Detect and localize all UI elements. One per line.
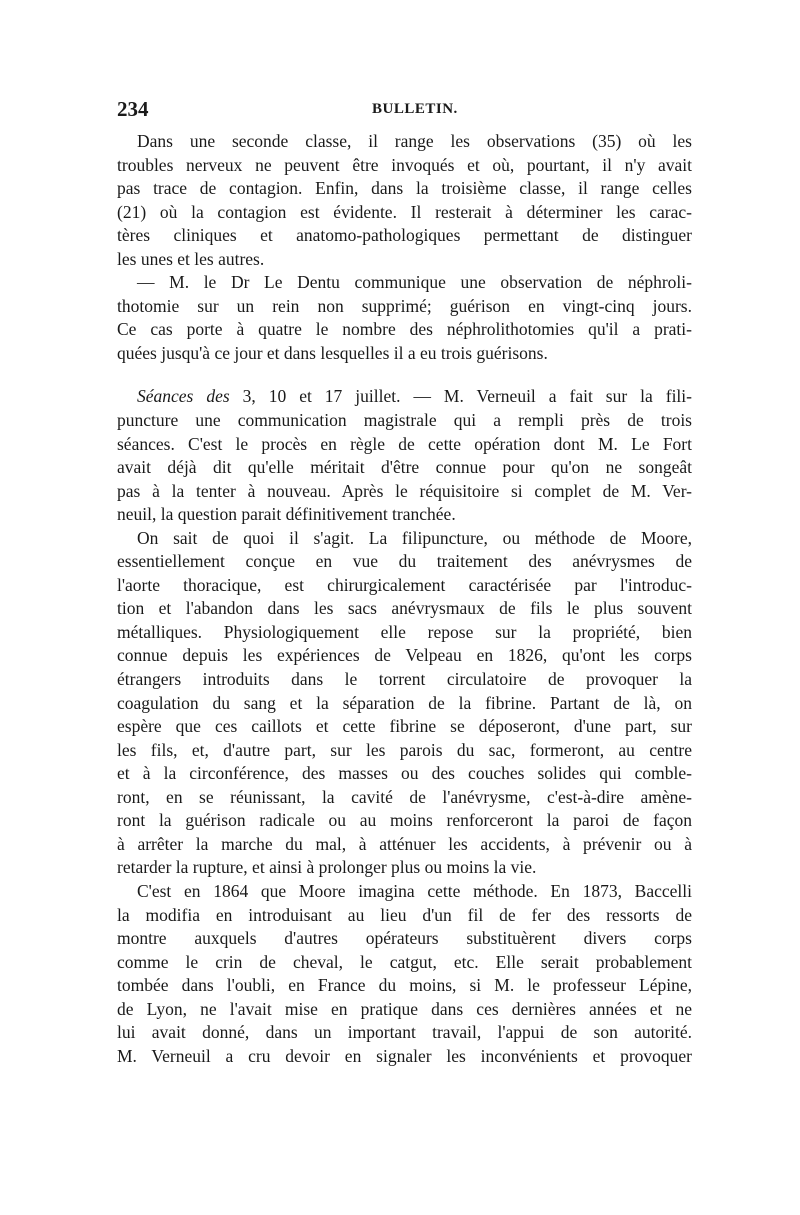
text-line: neuil, la question parait définitivement tranchée. — [117, 504, 456, 525]
text-line: de Lyon, ne l'avait mise en pratique dans ces dernières années et ne — [117, 998, 692, 1019]
text-line: lui avait donné, dans un important travail, l'appui de son autorité. — [117, 1022, 692, 1043]
text-line: ront la guérison radicale ou au moins renforceront la paroi de façon — [117, 810, 692, 831]
text-line: ront, en se réunissant, la cavité de l'anévrysme, c'est-à-dire amène- — [117, 786, 692, 807]
running-title: BULLETIN. — [372, 101, 458, 117]
text-line: à arrêter la marche du mal, à atténuer les accidents, à prévenir ou à — [117, 833, 692, 854]
section-lead: Séances des — [137, 386, 230, 407]
text-line: espère que ces caillots et cette fibrine se déposeront, d'une part, sur — [117, 716, 692, 737]
text-line: les unes et les autres. — [117, 248, 265, 269]
text-line: — M. le Dr Le Dentu communique une observation de néphroli- — [137, 272, 692, 293]
text-line: tombée dans l'oubli, en France du moins, si M. le professeur Lépine, — [117, 975, 692, 996]
text-line: montre auxquels d'autres opérateurs substituèrent divers corps — [117, 928, 692, 949]
text-line: Ce cas porte à quatre le nombre des néphrolithotomies qu'il a prati- — [117, 319, 692, 340]
paragraph — [117, 527, 692, 880]
text-line: troubles nerveux ne peuvent être invoqués et où, pourtant, il n'y avait — [117, 154, 692, 175]
text-line: puncture une communication magistrale qui a rempli près de trois — [117, 410, 692, 431]
paragraph — [117, 385, 692, 526]
text-line: séances. C'est le procès en règle de cette opération dont M. Le Fort — [117, 433, 692, 454]
text-line: C'est en 1864 que Moore imagina cette méthode. En 1873, Baccelli — [137, 880, 692, 901]
text-line: pas trace de contagion. Enfin, dans la troisième classe, il range celles — [117, 178, 692, 199]
text-line-rest: 3, 10 et 17 juillet. — M. Verneuil a fait sur la fili- — [229, 386, 692, 407]
text-line: tion et l'abandon dans les sacs anévrysmaux de fils le plus souvent — [117, 598, 692, 619]
text-line: quées jusqu'à ce jour et dans lesquelles il a eu trois guérisons. — [117, 342, 548, 363]
text-line: tères cliniques et anatomo-pathologiques permettant de distinguer — [117, 225, 692, 246]
text-line: connue depuis les expériences de Velpeau en 1826, qu'ont les corps — [117, 645, 692, 666]
page-number: 234 — [117, 97, 149, 121]
paragraph — [117, 880, 692, 1068]
text-line: thotomie sur un rein non supprimé; guérison en vingt-cinq jours. — [117, 295, 692, 316]
text-line: l'aorte thoracique, est chirurgicalement caractérisée par l'introduc- — [117, 574, 692, 595]
text-line: les fils, et, d'autre part, sur les parois du sac, formeront, au centre — [117, 739, 692, 760]
text-line: (21) où la contagion est évidente. Il resterait à déterminer les carac- — [117, 201, 692, 222]
page-body — [117, 130, 692, 1068]
text-line: et à la circonférence, des masses ou des couches solides qui comble- — [117, 763, 692, 784]
text-line: essentiellement conçue en vue du traitement des anévrysmes de — [117, 551, 692, 572]
text-line: comme le crin de cheval, le catgut, etc. Elle serait probablement — [117, 951, 692, 972]
page-header — [117, 97, 692, 125]
text-line — [117, 385, 692, 409]
text-line: On sait de quoi il s'agit. La filipuncture, ou méthode de Moore, — [137, 527, 692, 548]
text-line: coagulation du sang et la séparation de la fibrine. Partant de là, on — [117, 692, 692, 713]
text-line: avait déjà dit qu'elle méritait d'être connue pour qu'on ne songeât — [117, 457, 692, 478]
text-line: pas à la tenter à nouveau. Après le réquisitoire si complet de M. Ver- — [117, 480, 692, 501]
text-line: la modifia en introduisant au lieu d'un fil de fer des ressorts de — [117, 904, 692, 925]
paragraph — [117, 130, 692, 271]
text-line: Dans une seconde classe, il range les observations (35) où les — [137, 131, 692, 151]
text-line: retarder la rupture, et ainsi à prolonger plus ou moins la vie. — [117, 857, 537, 878]
text-line: métalliques. Physiologiquement elle repose sur la propriété, bien — [117, 621, 692, 642]
text-line: M. Verneuil a cru devoir en signaler les inconvénients et provoquer — [117, 1045, 692, 1066]
text-line: étrangers introduits dans le torrent circulatoire de provoquer la — [117, 669, 692, 690]
paragraph — [117, 271, 692, 365]
section-gap — [117, 365, 692, 385]
